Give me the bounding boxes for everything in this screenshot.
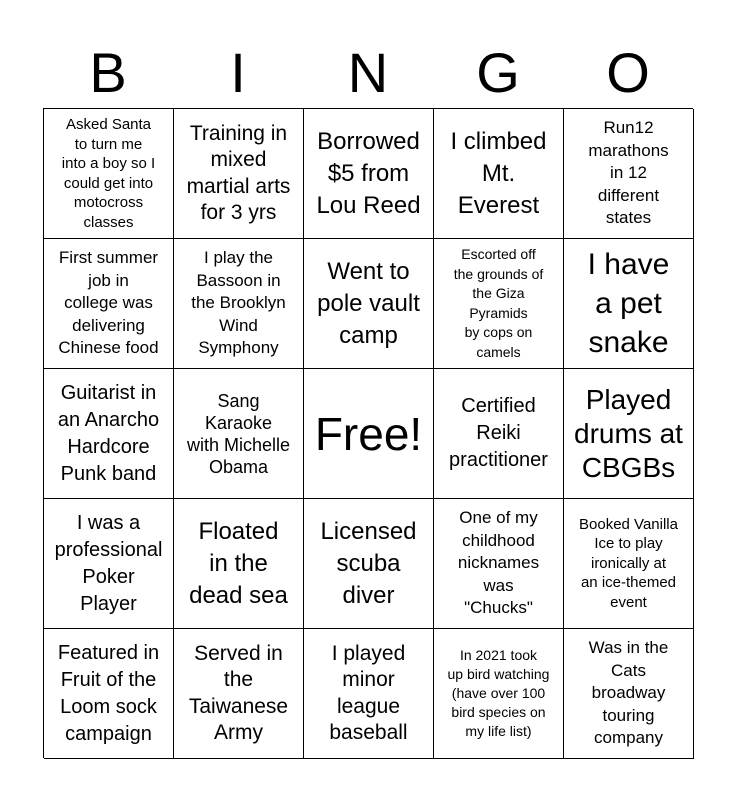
cell-text: First summer job in college was delivering Chinese food: [58, 248, 159, 358]
cell-text: Certified Reiki practitioner: [449, 395, 548, 471]
bingo-cell-r4-c2[interactable]: [174, 499, 304, 629]
cell-text: Was in the Cats broadway touring company: [588, 638, 669, 748]
bingo-cell-r5-c3[interactable]: [304, 629, 434, 759]
cell-text: Served in the Taiwanese Army: [188, 641, 289, 744]
cell-text: Free!: [314, 407, 423, 460]
bingo-cell-r3-c5[interactable]: [564, 369, 694, 499]
bingo-header: [43, 38, 693, 108]
bingo-cell-r3-c4[interactable]: [434, 369, 564, 499]
bingo-cell-r1-c1[interactable]: [44, 109, 174, 239]
cell-text: I have a pet snake: [587, 248, 670, 359]
bingo-cell-r5-c4[interactable]: [434, 629, 564, 759]
bingo-cell-r1-c3[interactable]: [304, 109, 434, 239]
bingo-cell-r5-c1[interactable]: [44, 629, 174, 759]
bingo-cell-r4-c5[interactable]: [564, 499, 694, 629]
bingo-cell-r4-c3[interactable]: [304, 499, 434, 629]
bingo-cell-r5-c2[interactable]: [174, 629, 304, 759]
cell-text: Guitarist in an Anarcho Hardcore Punk band: [57, 381, 160, 485]
cell-text: Training in mixed martial arts for 3 yrs: [186, 121, 291, 224]
bingo-cell-r4-c1[interactable]: [44, 499, 174, 629]
cell-text: Featured in Fruit of the Loom sock campaign: [57, 641, 160, 745]
cell-text: Asked Santa to turn me into a boy so I could get into motocross classes: [61, 116, 156, 231]
header-letter-g: G: [476, 41, 520, 104]
bingo-cell-r1-c2[interactable]: [174, 109, 304, 239]
cell-text: I played minor league baseball: [329, 641, 408, 744]
cell-text: Escorted off the grounds of the Giza Pyramids by cops on camels: [453, 246, 544, 360]
bingo-cell-r3-c2[interactable]: [174, 369, 304, 499]
cell-text: Booked Vanilla Ice to play ironically at an ice-themed event: [579, 515, 678, 611]
cell-text: Run12 marathons in 12 different states: [588, 118, 669, 228]
cell-text: I was a professional Poker Player: [54, 511, 163, 615]
bingo-cell-r2-c5[interactable]: [564, 239, 694, 369]
header-letter-b: B: [89, 41, 127, 104]
header-letter-n: N: [347, 41, 389, 104]
bingo-cell-free[interactable]: [304, 369, 434, 499]
bingo-cell-r2-c1[interactable]: [44, 239, 174, 369]
cell-text: I play the Bassoon in the Brooklyn Wind Symphony: [191, 248, 286, 358]
bingo-cell-r1-c5[interactable]: [564, 109, 694, 239]
cell-text: Sang Karaoke with Michelle Obama: [186, 390, 291, 477]
cell-text: One of my childhood nicknames was "Chucks": [457, 508, 540, 618]
bingo-cell-r2-c2[interactable]: [174, 239, 304, 369]
cell-text: In 2021 took up bird watching (have over 100 bird species on my life list): [447, 647, 550, 739]
cell-text: Licensed scuba diver: [320, 517, 417, 609]
cell-text: Went to pole vault camp: [317, 257, 420, 349]
cell-text: I climbed Mt. Everest: [450, 127, 547, 219]
bingo-cell-r1-c4[interactable]: [434, 109, 564, 239]
cell-text: Borrowed $5 from Lou Reed: [316, 127, 421, 219]
bingo-cell-r4-c4[interactable]: [434, 499, 564, 629]
header-letter-i: I: [230, 41, 246, 104]
header-letter-o: O: [606, 41, 650, 104]
bingo-cell-r3-c1[interactable]: [44, 369, 174, 499]
cell-text: Floated in the dead sea: [189, 517, 288, 609]
bingo-cell-r2-c4[interactable]: [434, 239, 564, 369]
bingo-cell-r5-c5[interactable]: [564, 629, 694, 759]
bingo-card: [43, 108, 693, 758]
cell-text: Played drums at CBGBs: [574, 383, 683, 483]
bingo-cell-r2-c3[interactable]: [304, 239, 434, 369]
